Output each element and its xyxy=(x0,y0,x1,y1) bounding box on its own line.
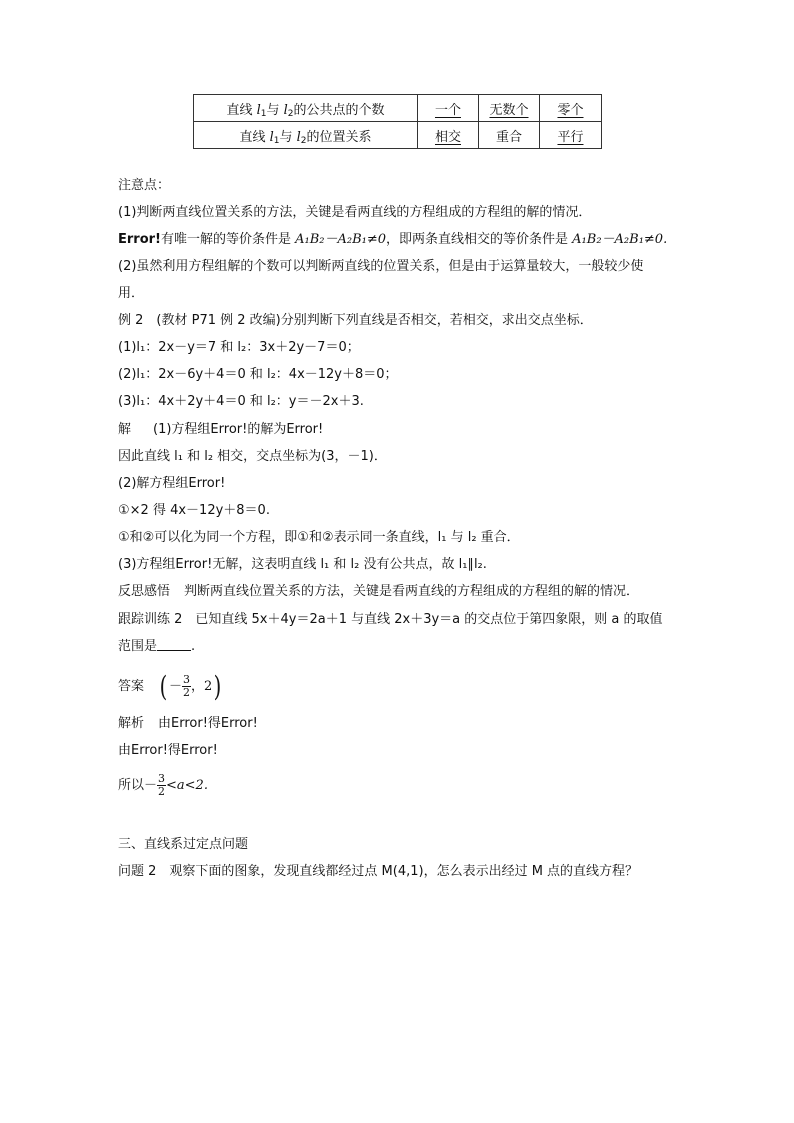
answer-label: 答案 xyxy=(118,679,145,694)
note-3-line2: 用． xyxy=(118,286,145,301)
cell-zero: 零个 xyxy=(557,102,584,118)
solution-1b: 因此直线 l₁ 和 l₂ 相交，交点坐标为(3，－1)． xyxy=(118,449,387,464)
analysis-1 xyxy=(118,715,258,733)
text: 直线 xyxy=(226,102,257,118)
text: ，2 xyxy=(190,679,213,694)
text: 判断两直线位置关系的方法，关键是看两直线的方程组成的方程组的解的情况． xyxy=(184,584,640,599)
conclusion xyxy=(118,768,208,804)
text: 直线 xyxy=(239,129,270,145)
section-heading: 三、直线系过定点问题 xyxy=(118,837,249,852)
denominator: 2 xyxy=(158,785,166,798)
sub: 1 xyxy=(260,108,267,119)
reflection xyxy=(118,583,639,601)
cell-parallel: 平行 xyxy=(557,129,584,145)
text: － xyxy=(168,679,182,694)
analysis-2: 由Error!得Error! xyxy=(118,743,218,758)
table-row xyxy=(194,95,602,122)
numerator: 3 xyxy=(158,772,166,785)
right-paren: ) xyxy=(213,669,222,703)
training-line-1: 跟踪训练 2 已知直线 5x＋4y＝2a＋1 与直线 2x＋3y＝a 的交点位于第四象限，则 a 的取值 xyxy=(118,612,663,627)
fraction xyxy=(182,674,191,699)
cell-infinite: 无数个 xyxy=(489,102,529,118)
note-2 xyxy=(118,231,667,249)
row2-label xyxy=(194,122,418,149)
notes-heading: 注意点： xyxy=(118,178,171,193)
example-part-3: (3)l₁：4x＋2y＋4＝0 和 l₂：y＝－2x＋3. xyxy=(118,394,364,409)
solution-label: 解 xyxy=(118,422,132,437)
math-l: l xyxy=(283,102,288,118)
math-l: l xyxy=(269,129,274,145)
math-expr: A₁B₂－A₂B₁≠0 xyxy=(295,232,387,247)
sub: 1 xyxy=(273,135,280,146)
example-title: 例 2 (教材 P71 例 2 改编)分别判断下列直线是否相交，若相交，求出交点坐标． xyxy=(118,313,593,328)
solution-2c: ①和②可以化为同一个方程，即①和②表示同一条直线，l₁ 与 l₂ 重合． xyxy=(118,530,520,545)
row1-label xyxy=(194,95,418,122)
text: 与 xyxy=(279,129,297,145)
fraction xyxy=(157,773,166,798)
text: (1)方程组Error!的解为Error! xyxy=(153,422,324,437)
note-1: (1)判断两直线位置关系的方法，关键是看两直线的方程组成的方程组的解的情况． xyxy=(118,205,592,220)
answer-blank xyxy=(157,638,191,651)
sub: 2 xyxy=(287,108,294,119)
text: 由Error!得Error! xyxy=(158,716,258,731)
text: 范围是 xyxy=(118,639,158,654)
math-expr: A₁B₂－A₂B₁≠0. xyxy=(572,232,668,247)
text: ，即两条直线相交的等价条件是 xyxy=(386,232,573,247)
reflection-label: 反思感悟 xyxy=(118,584,171,599)
error-text: Error! xyxy=(118,232,161,247)
left-paren: ( xyxy=(159,669,168,703)
text: 与 xyxy=(266,102,284,118)
answer xyxy=(118,669,223,703)
text: . xyxy=(191,639,196,654)
solution-2b: ①×2 得 4x－12y＋8＝0. xyxy=(118,503,270,518)
solution-3: (3)方程组Error!无解，这表明直线 l₁ 和 l₂ 没有公共点，故 l₁∥l₂. xyxy=(118,557,487,572)
example-part-1: (1)l₁：2x－y＝7 和 l₂：3x＋2y－7＝0； xyxy=(118,340,360,355)
relation-table xyxy=(193,94,602,149)
solution-2: (2)解方程组Error! xyxy=(118,476,226,491)
analysis-label: 解析 xyxy=(118,716,145,731)
text: 有唯一解的等价条件是 xyxy=(160,232,296,247)
note-3-line1: (2)虽然利用方程组解的个数可以判断两直线的位置关系，但是由于运算量较大，一般较少使 xyxy=(118,259,644,274)
training-line-2 xyxy=(118,638,195,656)
numerator: 3 xyxy=(182,673,190,686)
solution-1 xyxy=(118,421,323,439)
sub: 2 xyxy=(300,135,307,146)
cell-coincide: 重合 xyxy=(495,129,522,145)
math-l: l xyxy=(296,129,301,145)
math-expr: <a<2. xyxy=(166,778,208,793)
text: 的公共点的个数 xyxy=(293,102,385,118)
text: 的位置关系 xyxy=(306,129,372,145)
example-part-2: (2)l₁：2x－6y＋4＝0 和 l₂：4x－12y＋8＝0； xyxy=(118,367,398,382)
cell-one: 一个 xyxy=(434,102,461,118)
table-row xyxy=(194,122,602,149)
math-l: l xyxy=(256,102,261,118)
cell-intersect: 相交 xyxy=(434,129,461,145)
question-2: 问题 2 观察下面的图象，发现直线都经过点 M(4,1)，怎么表示出经过 M 点的直线方程？ xyxy=(118,864,639,879)
denominator: 2 xyxy=(182,686,190,699)
text: 所以－ xyxy=(118,778,158,793)
